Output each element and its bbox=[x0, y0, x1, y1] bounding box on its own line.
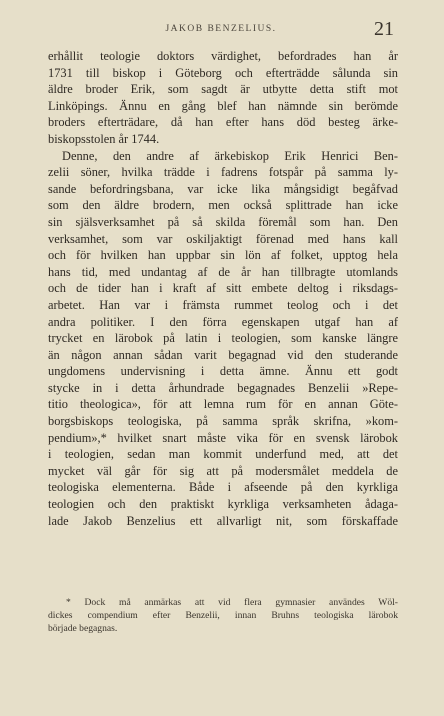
text-line: sande befordringsbana, var icke lika mångsidigt begåfvad bbox=[48, 181, 398, 196]
text-line: mycket väl går för sig att på modersmålet meddela de bbox=[48, 463, 398, 478]
text-line: än någon annan sådan varit begagnad vid den studerande bbox=[48, 347, 398, 362]
page-header bbox=[48, 20, 394, 42]
text-line: pendium»,* hvilket snart måste vika för en svensk lärobok bbox=[48, 430, 398, 445]
running-title: JAKOB BENZELIUS. bbox=[165, 24, 277, 34]
text-line: 1731 till biskop i Göteborg och efterträdde sålunda sin bbox=[48, 65, 398, 80]
text-line: sin själsverksamhet på så skilda föremål som han. Den bbox=[48, 214, 398, 229]
footnote-line: började begagnas. bbox=[48, 623, 118, 634]
text-line: stycke in i detta århundrade begagnades Benzelii »Repe- bbox=[48, 380, 398, 395]
text-line: lade Jakob Benzelius ett allvarligt nit, som förskaffade bbox=[48, 513, 398, 528]
text-line: ungdomens undervisning i detta ämne. Ännu ett godt bbox=[48, 364, 398, 379]
footnote-line: * Dock må anmärkas att vid flera gymnasier användes Wöl- bbox=[66, 597, 398, 608]
text-line: och för hvilken han uppbar sin lön af folket, upptog hela bbox=[48, 248, 398, 263]
text-line: som den äldre brodern, men också splittrade han icke bbox=[48, 198, 398, 213]
text-line: zelii söner, hvilka trädde i fadrens fotspår på samma ly- bbox=[48, 165, 398, 180]
text-line: teologiska elementerna. Både i afseende på den kyrkliga bbox=[48, 480, 398, 495]
body-text bbox=[48, 48, 398, 529]
footnote-line: dickes compendium efter Benzelii, innan Bruhns teologiska lärobok bbox=[48, 610, 398, 621]
text-line: teologien och den praktiskt kyrkliga verksamheten ådaga- bbox=[48, 497, 398, 512]
text-line: Linköpings. Ännu en gång blef han nämnde sin berömde bbox=[48, 98, 398, 113]
text-line: titio theologica», för att lemna rum för en annan Göte- bbox=[48, 397, 398, 412]
text-line: äldre broder Erik, som sagdt är utbytte detta stift mot bbox=[48, 82, 398, 97]
text-line: trycket en lärobok på latin i teologien, som kanske längre bbox=[48, 331, 398, 346]
text-line: borgsbiskops teologiska, på samma språk skrifna, »kom- bbox=[48, 414, 398, 429]
text-line: arbetet. Han var i främsta rummet teolog och i det bbox=[48, 297, 398, 312]
text-line: Denne, den andre af ärkebiskop Erik Henrici Ben- bbox=[62, 148, 398, 163]
text-line: och de tider han i kraft af sitt embete deltog i riksdags- bbox=[48, 281, 398, 296]
text-line: andra politiker. I den förra egenskapen utgaf han af bbox=[48, 314, 398, 329]
text-line: hans tid, med undantag af de år han tillbragte utomlands bbox=[48, 264, 398, 279]
text-line: erhållit teologie doktors värdighet, befordrades han år bbox=[48, 49, 398, 63]
text-line: verksamhet, som var oskiljaktigt förenad med hans kall bbox=[48, 231, 398, 246]
footnote bbox=[48, 596, 398, 635]
text-line: biskopsstolen år 1744. bbox=[48, 131, 160, 146]
text-line: i teologien, sedan man kommit underfund med, att det bbox=[48, 447, 398, 462]
text-line: broders efterträdare, då han efter hans död besteg ärke- bbox=[48, 115, 398, 130]
page-number: 21 bbox=[374, 18, 394, 40]
